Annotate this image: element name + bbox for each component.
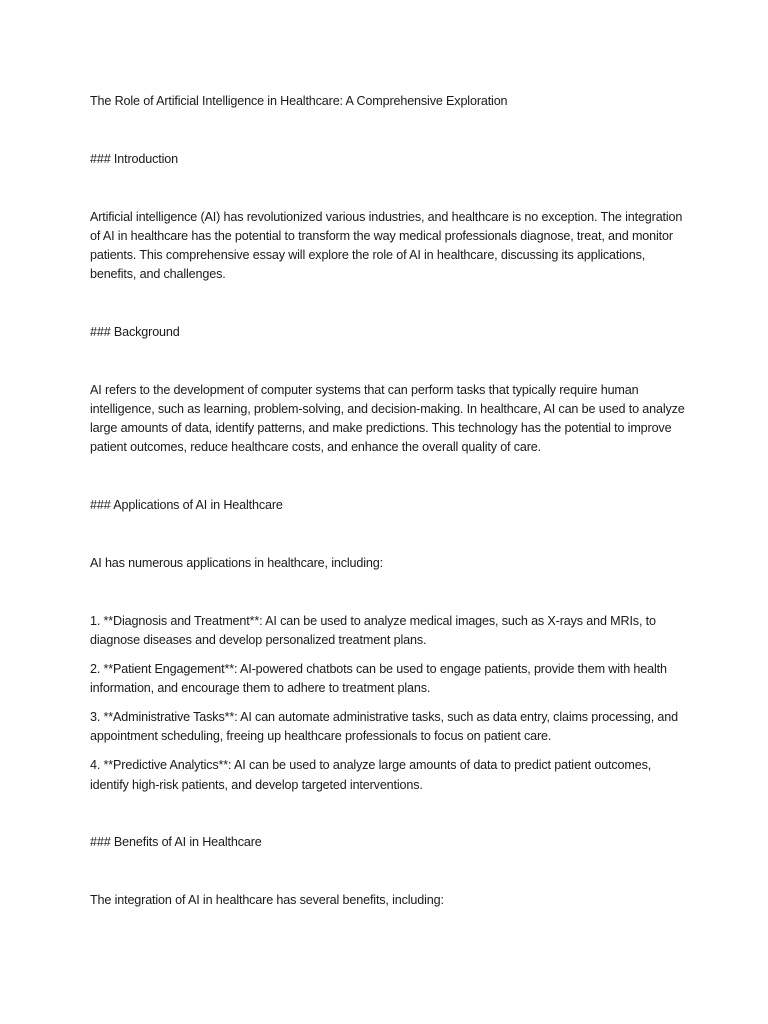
applications-heading: ### Applications of AI in Healthcare — [90, 498, 283, 513]
introduction-heading: ### Introduction — [90, 151, 178, 166]
list-item: 1. **Diagnosis and Treatment**: AI can be used to analyze medical images, such as X-rays and MRIs, to diagnose diseases and develop personalized treatment plans. — [90, 613, 656, 647]
applications-intro: AI has numerous applications in healthcare, including: — [90, 556, 383, 570]
benefits-intro: The integration of AI in healthcare has several benefits, including: — [90, 893, 444, 908]
background-heading: ### Background — [90, 325, 180, 339]
background-paragraph: AI refers to the development of computer systems that can perform tasks that typically require human intelligence, such as learning, problem-solving, and decision-making. In healthcare, AI can be used to analyze large amounts of data, identify patterns, and make predictions. This technology has the potential to improve patient outcomes, reduce healthcare costs, and enhance the overall quality of care. — [90, 382, 685, 455]
benefits-heading: ### Benefits of AI in Healthcare — [90, 835, 262, 850]
document-body — [90, 92, 686, 949]
list-item: 2. **Patient Engagement**: AI-powered chatbots can be used to engage patients, provide them with health information, and encourage them to adhere to treatment plans. — [90, 662, 667, 696]
list-item: 3. **Administrative Tasks**: AI can automate administrative tasks, such as data entry, claims processing, and appointment scheduling, freeing up healthcare professionals to focus on patient care. — [90, 710, 678, 744]
list-item: 4. **Predictive Analytics**: AI can be used to analyze large amounts of data to predict patient outcomes, identify high-risk patients, and develop targeted interventions. — [90, 758, 652, 792]
introduction-paragraph: Artificial intelligence (AI) has revolutionized various industries, and healthcare is no exception. The integration of AI in healthcare has the potential to transform the way medical professionals diagnose, treat, and monitor patients. This comprehensive essay will explore the role of AI in healthcare, discussing its applications, benefits, and challenges. — [90, 209, 683, 282]
document-title: The Role of Artificial Intelligence in Healthcare: A Comprehensive Exploration — [90, 94, 508, 108]
